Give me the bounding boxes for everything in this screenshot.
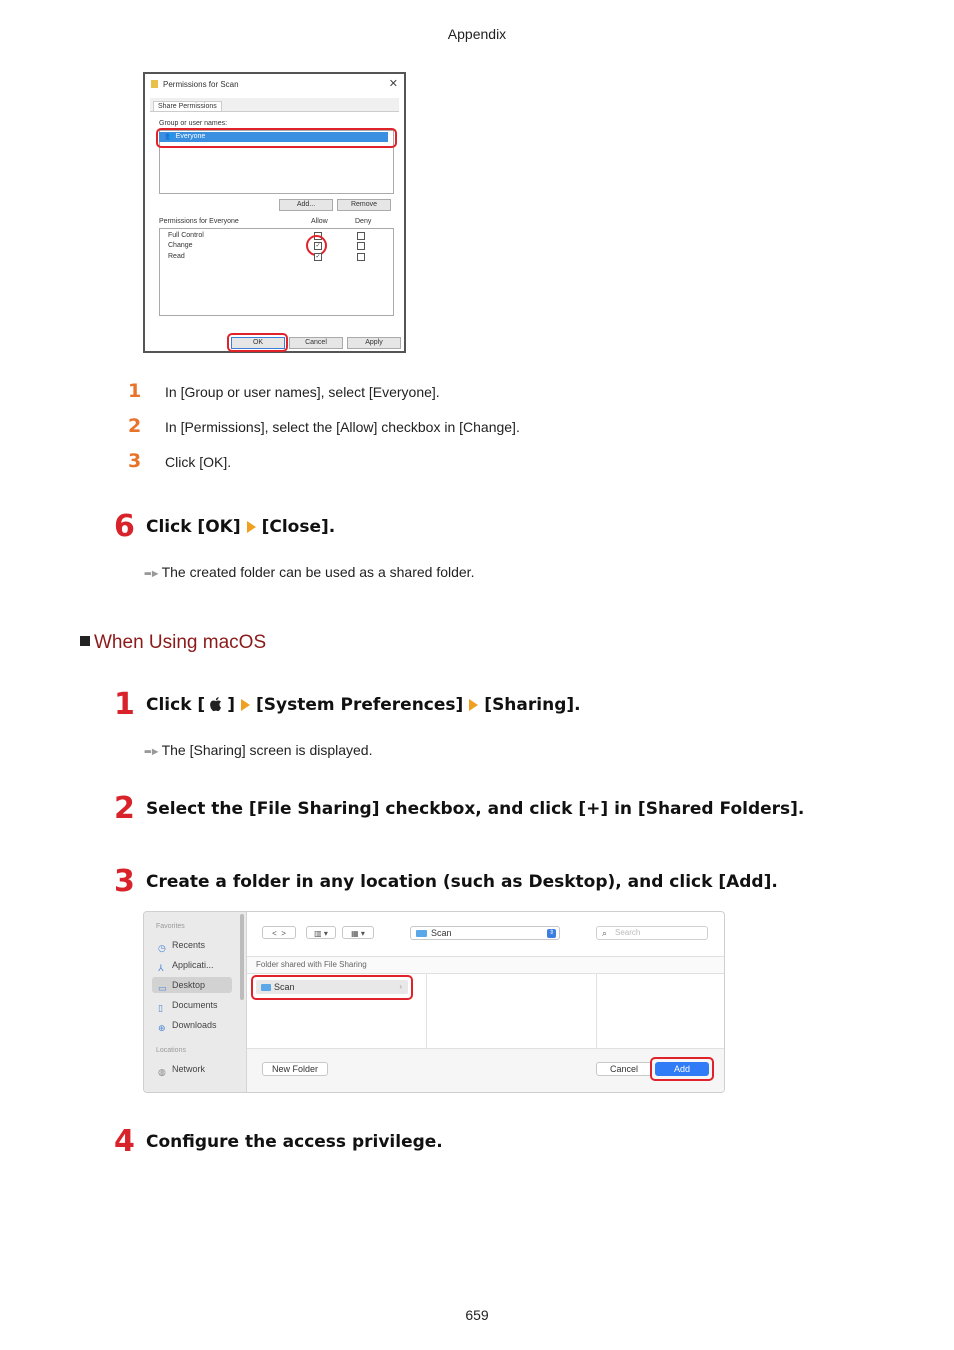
step-result-text: The created folder can be used as a shared folder.	[161, 564, 475, 580]
step-number: 2	[114, 791, 135, 826]
network-icon: ◍	[158, 1067, 166, 1077]
page-number: 659	[465, 1307, 489, 1323]
step-text: Create a folder in any location (such as Desktop), and click [Add].	[146, 872, 778, 892]
substep-text: In [Group or user names], select [Everyone].	[165, 384, 440, 400]
step-text: Select the [File Sharing] checkbox, and click [+] in [Shared Folders].	[146, 799, 805, 819]
highlight-ok	[227, 333, 288, 352]
substep-text: Click [OK].	[165, 454, 232, 470]
cancel-button[interactable]: Cancel	[289, 337, 343, 349]
sidebar-item-label: Applicati...	[172, 960, 214, 970]
apps-icon: ⅄	[158, 963, 164, 973]
highlight-everyone	[156, 128, 397, 148]
chevron-right-icon: ›	[399, 982, 402, 991]
apple-icon	[209, 696, 223, 712]
deny-change-checkbox[interactable]	[357, 242, 365, 250]
sidebar-item-label: Network	[172, 1064, 206, 1074]
download-icon: ⊕	[158, 1023, 166, 1033]
perm-name-read: Read	[168, 253, 185, 260]
substep-text: In [Permissions], select the [Allow] checkbox in [Change].	[165, 419, 520, 435]
step-text-part: [System Preferences]	[255, 695, 464, 715]
highlight-add	[650, 1057, 714, 1081]
step-text-part: [Close].	[261, 517, 336, 537]
sidebar-item-network[interactable]	[152, 1061, 232, 1077]
chevron-updown-icon: ⇕	[548, 930, 555, 936]
step-result	[144, 742, 372, 758]
arrow-right-icon	[247, 521, 256, 533]
search-icon: ⌕	[602, 928, 608, 938]
sidebar-item-downloads[interactable]	[152, 1017, 232, 1033]
highlight-scan-folder	[251, 975, 413, 1000]
bullet-square-icon	[80, 636, 90, 646]
users-icon: 👥	[165, 133, 174, 140]
allow-read-checkbox[interactable]: ✓	[315, 254, 321, 260]
deny-header: Deny	[355, 218, 372, 225]
page-header: Appendix	[447, 26, 507, 42]
new-folder-button[interactable]: New Folder	[262, 1062, 328, 1076]
finder-sidebar	[144, 912, 247, 1092]
result-arrow-icon: ▪▪▪►	[144, 568, 159, 580]
column-divider	[596, 974, 597, 1048]
step-number: 3	[114, 864, 135, 899]
column-divider	[426, 974, 427, 1048]
step-number: 6	[114, 509, 135, 544]
section-heading	[80, 632, 266, 654]
back-forward-buttons[interactable]: < >	[262, 926, 296, 939]
sidebar-item-desktop[interactable]	[152, 977, 232, 993]
step-number: 1	[114, 687, 135, 722]
apply-button[interactable]: Apply	[347, 337, 401, 349]
arrow-right-icon	[241, 699, 250, 711]
document-icon: ▯	[158, 1003, 163, 1013]
permissions-label: Permissions for Everyone	[159, 218, 239, 225]
step-result	[144, 564, 474, 580]
search-input[interactable]	[596, 926, 708, 940]
column-header: Folder shared with File Sharing	[247, 956, 724, 974]
ok-button[interactable]: OK	[231, 337, 285, 349]
locations-label: Locations	[156, 1047, 186, 1054]
substep-number: 1	[128, 380, 142, 402]
perm-name-full-control: Full Control	[168, 232, 204, 239]
clock-icon: ◷	[158, 943, 166, 953]
close-icon[interactable]: ✕	[388, 78, 398, 90]
sidebar-item-recents[interactable]	[152, 937, 232, 953]
substep-number: 2	[128, 415, 142, 437]
step-text-part: [Sharing].	[484, 695, 581, 715]
step-text	[146, 695, 581, 715]
sidebar-item-documents[interactable]	[152, 997, 232, 1013]
sidebar-item-label: Recents	[172, 940, 206, 950]
sidebar-scrollbar[interactable]	[240, 914, 244, 1000]
sidebar-item-label: Desktop	[172, 980, 206, 990]
section-title: When Using macOS	[94, 632, 267, 653]
deny-full-control-checkbox[interactable]	[357, 232, 365, 240]
group-label: Group or user names:	[159, 120, 228, 127]
arrow-right-icon	[469, 699, 478, 711]
dialog-titlebar	[151, 80, 239, 89]
selected-user-label: Everyone	[175, 133, 206, 140]
step-text-part: Click [	[146, 695, 206, 715]
path-selector[interactable]	[410, 926, 560, 940]
dialog-title: Permissions for Scan	[163, 80, 239, 89]
substep-number: 3	[128, 450, 142, 472]
permissions-dialog	[143, 72, 406, 353]
finder-dialog	[143, 911, 725, 1093]
folder-share-icon	[151, 80, 158, 88]
step-number: 4	[114, 1124, 135, 1159]
step-text-part: Click [OK]	[146, 517, 241, 537]
remove-button[interactable]: Remove	[337, 199, 391, 211]
folder-icon	[416, 930, 427, 937]
perm-name-change: Change	[168, 242, 193, 249]
folder-row-label: Scan	[274, 982, 295, 992]
result-arrow-icon: ▪▪▪►	[144, 746, 159, 758]
path-folder-label: Scan	[431, 928, 452, 938]
step-text: Configure the access privilege.	[146, 1132, 443, 1152]
tab-share-permissions[interactable]: Share Permissions	[153, 101, 222, 111]
allow-header: Allow	[311, 218, 328, 225]
cancel-button[interactable]: Cancel	[596, 1062, 652, 1076]
search-placeholder: Search	[615, 928, 641, 937]
add-button[interactable]: Add...	[279, 199, 333, 211]
view-group-button[interactable]: ▦ ▾	[342, 926, 374, 939]
sidebar-item-label: Documents	[172, 1000, 218, 1010]
desktop-icon: ▭	[158, 983, 167, 993]
step-text-part: ]	[227, 695, 235, 715]
view-columns-button[interactable]: ▥ ▾	[306, 926, 336, 939]
favorites-label: Favorites	[156, 923, 185, 930]
allow-change-checkbox[interactable]: ✓	[315, 243, 321, 249]
add-button[interactable]: Add	[655, 1062, 709, 1076]
step-text	[146, 517, 335, 537]
deny-read-checkbox[interactable]	[357, 253, 365, 261]
sidebar-item-label: Downloads	[172, 1020, 217, 1030]
step-result-text: The [Sharing] screen is displayed.	[161, 742, 373, 758]
sidebar-item-applications[interactable]	[152, 957, 232, 973]
